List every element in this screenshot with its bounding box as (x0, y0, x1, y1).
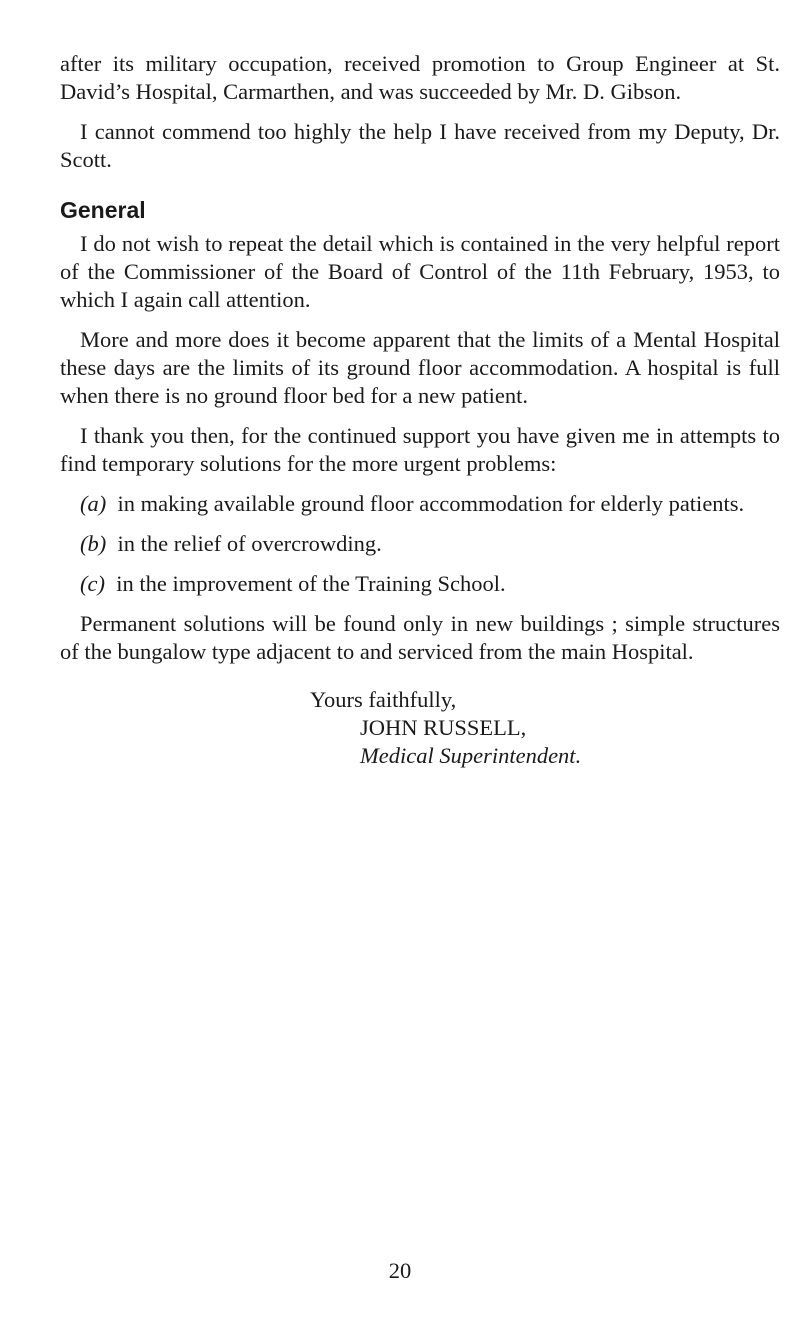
list-item-c (60, 570, 780, 598)
paragraph-continued-support: I thank you then, for the continued support you have given me in attempts to find temporary solutions for the more urgent problems: (60, 423, 780, 476)
paragraph-commissioner-report: I do not wish to repeat the detail which is contained in the very helpful report of the Commissioner of the Board of Control of the 11th February, 1953, to which I again call attention. (60, 231, 780, 312)
list-text: in the relief of overcrowding. (117, 531, 382, 556)
paragraph-ground-floor-limits: More and more does it become apparent that the limits of a Mental Hospital these days are the limits of its ground floor accommodation. A hospital is full when there is no ground floor bed for a new patient. (60, 327, 780, 408)
paragraph-deputy-thanks: I cannot commend too highly the help I have received from my Deputy, Dr. Scott. (60, 119, 780, 172)
list-item-a (60, 490, 780, 518)
list-text: in the improvement of the Training School. (116, 571, 506, 596)
paragraph-permanent-solutions: Permanent solutions will be found only in new buildings ; simple structures of the bungalow type adjacent to and serviced from the main Hospital. (60, 611, 780, 664)
document-body (60, 50, 780, 770)
signoff-closing: Yours faithfully, (310, 687, 457, 712)
paragraph-continuation: after its military occupation, received promotion to Group Engineer at St. David’s Hospital, Carmarthen, and was succeeded by Mr. D. Gibson. (60, 51, 780, 104)
list-label: (c) (80, 571, 105, 596)
signoff-name: JOHN RUSSELL, (360, 715, 527, 740)
signoff-block (60, 686, 780, 770)
list-label: (b) (80, 531, 107, 556)
page-number: 20 (388, 1258, 412, 1283)
list-label: (a) (80, 491, 107, 516)
signoff-title: Medical Superintendent. (360, 743, 582, 768)
section-heading-general: General (60, 197, 146, 223)
list-item-b (60, 530, 780, 558)
list-text: in making available ground floor accommodation for elderly patients. (117, 491, 745, 516)
